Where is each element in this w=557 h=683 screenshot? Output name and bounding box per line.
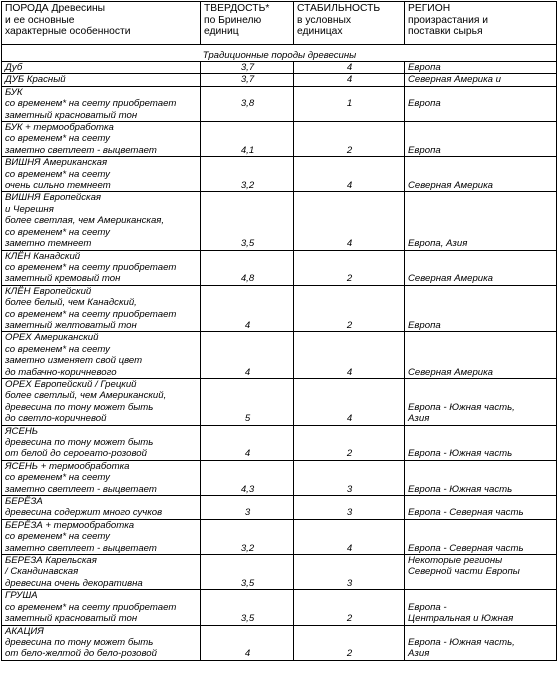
species-note: со временем* на сеету — [5, 133, 110, 145]
species-name: ДУБ Красный — [5, 74, 66, 86]
stability-value: 2 — [294, 122, 405, 157]
species-cell — [2, 250, 201, 285]
region-cell — [405, 460, 557, 495]
stability-value: 4 — [294, 192, 405, 250]
stability-value: 1 — [294, 86, 405, 121]
stability-value: 4 — [294, 157, 405, 192]
species-name: ЯСЕНЬ + термообработка — [5, 460, 130, 472]
header-hardness-line: единиц — [204, 26, 239, 38]
table-row — [2, 332, 557, 379]
table-row — [2, 378, 557, 425]
species-note: заметный красноватый тон — [5, 109, 138, 121]
species-cell — [2, 590, 201, 625]
header-species-line: характерные особенности — [5, 26, 131, 38]
hardness-value: 3,8 — [201, 86, 294, 121]
region-cell — [405, 496, 557, 520]
header-region — [405, 2, 557, 45]
hardness-value: 4,3 — [201, 460, 294, 495]
species-note: заметный кремовый тон — [5, 273, 121, 285]
hardness-value: 4 — [201, 625, 294, 660]
species-name: Дуб — [5, 62, 23, 73]
stability-value: 3 — [294, 555, 405, 590]
species-cell — [2, 157, 201, 192]
species-note: и Черешня — [5, 203, 54, 215]
species-name: БЕРЁЗА — [5, 496, 43, 508]
species-cell — [2, 332, 201, 379]
region-line: Европа — [408, 62, 441, 73]
table-row — [2, 86, 557, 121]
region-line: Европа - Южная часть — [408, 483, 513, 495]
table-row — [2, 496, 557, 520]
header-region-line: РЕГИОН — [408, 3, 451, 14]
region-line: Северной части Европы — [408, 566, 520, 578]
region-line: Европа - Южная часть, — [408, 636, 515, 648]
table-row — [2, 285, 557, 332]
region-line: Европа - Северная часть — [408, 542, 524, 554]
table-row — [2, 62, 557, 74]
region-line: Европа, Азия — [408, 238, 468, 250]
table-row — [2, 122, 557, 157]
stability-value: 4 — [294, 332, 405, 379]
species-cell — [2, 192, 201, 250]
region-cell — [405, 122, 557, 157]
species-note: со временем* на сеету — [5, 168, 110, 180]
header-species-line: и ее основные — [5, 14, 75, 26]
species-name: БУК + термообработка — [5, 122, 114, 134]
hardness-value: 3,5 — [201, 555, 294, 590]
region-cell — [405, 378, 557, 425]
header-stability-line: единицах — [297, 26, 343, 38]
stability-value: 3 — [294, 496, 405, 520]
region-cell — [405, 192, 557, 250]
region-line: Европа - Южная часть, — [408, 401, 515, 413]
table-row — [2, 590, 557, 625]
region-cell — [405, 62, 557, 74]
table-row — [2, 519, 557, 554]
species-note: до табачно-коричневого — [5, 366, 117, 378]
stability-value: 2 — [294, 250, 405, 285]
table-row — [2, 555, 557, 590]
hardness-value: 3 — [201, 496, 294, 520]
species-cell — [2, 460, 201, 495]
species-name: ОРЕХ Американский — [5, 332, 99, 344]
region-line: Азия — [408, 413, 430, 425]
species-note: со временем* на сеету — [5, 472, 110, 484]
species-note: со временем* на сеету приобретает — [5, 308, 177, 320]
species-cell — [2, 74, 201, 86]
species-name: АКАЦИЯ — [5, 625, 44, 637]
table-body — [2, 45, 557, 661]
species-note: древесина по тону может быть — [5, 401, 154, 413]
species-note: со временем* на сеету приобретает — [5, 261, 177, 273]
header-hardness-line: ТВЕРДОСТЬ* — [204, 3, 270, 14]
stability-value: 3 — [294, 460, 405, 495]
region-cell — [405, 625, 557, 660]
species-cell — [2, 519, 201, 554]
hardness-value: 3,2 — [201, 519, 294, 554]
region-line: Северная Америка — [408, 366, 493, 378]
table-row — [2, 250, 557, 285]
species-cell — [2, 425, 201, 460]
species-note: от бело-желтой до бело-розовой — [5, 648, 157, 660]
species-cell — [2, 62, 201, 74]
table-row — [2, 74, 557, 86]
hardness-value: 3,5 — [201, 192, 294, 250]
species-cell — [2, 496, 201, 520]
species-note: заметно светлеет - выцветает — [5, 483, 157, 495]
table-row — [2, 625, 557, 660]
species-note: со временем* на сеету приобретает — [5, 98, 177, 110]
species-note: древесина содержит много сучков — [5, 507, 163, 519]
region-line: Азия — [408, 648, 430, 660]
species-name: БЕРЕЗА Карельская — [5, 555, 97, 567]
wood-species-table — [1, 1, 557, 661]
region-cell — [405, 250, 557, 285]
stability-value: 2 — [294, 625, 405, 660]
table-row — [2, 460, 557, 495]
header-species-line: ПОРОДА Древесины — [5, 3, 106, 14]
species-note: со временем* на сеету — [5, 531, 110, 543]
table-row — [2, 157, 557, 192]
species-name: ВИШНЯ Европейская — [5, 192, 102, 204]
species-cell — [2, 285, 201, 332]
hardness-value: 3,2 — [201, 157, 294, 192]
species-name: КЛЁН Канадский — [5, 250, 81, 262]
species-cell — [2, 625, 201, 660]
table-row — [2, 192, 557, 250]
hardness-value: 4 — [201, 332, 294, 379]
header-row — [2, 2, 557, 45]
region-cell — [405, 425, 557, 460]
stability-value: 4 — [294, 74, 405, 86]
species-note: заметно темнеет — [5, 238, 92, 250]
hardness-value: 3,7 — [201, 74, 294, 86]
species-name: БУК — [5, 86, 23, 98]
species-note: до светло-коричневой — [5, 413, 107, 425]
species-note: заметный желтоватый тон — [5, 319, 137, 331]
species-note: со временем* на сеету — [5, 343, 110, 355]
header-hardness — [201, 2, 294, 45]
region-line: Северная Америка и — [408, 74, 501, 86]
header-stability-line: в условных — [297, 14, 352, 26]
region-line: Европа - Северная часть — [408, 507, 524, 519]
stability-value: 4 — [294, 62, 405, 74]
region-cell — [405, 332, 557, 379]
species-note: древесина по тону может быть — [5, 636, 154, 648]
species-note: от белой до сероеато-розовой — [5, 448, 147, 460]
species-name: ОРЕХ Европейский / Грецкий — [5, 378, 137, 390]
stability-value: 2 — [294, 425, 405, 460]
species-cell — [2, 122, 201, 157]
region-cell — [405, 519, 557, 554]
hardness-value: 4 — [201, 425, 294, 460]
species-note: очень сильно темнеет — [5, 180, 111, 192]
stability-value: 2 — [294, 590, 405, 625]
species-cell — [2, 86, 201, 121]
species-note: заметно светлеет - выцветает — [5, 542, 157, 554]
region-cell — [405, 157, 557, 192]
section-title: Традиционные породы древесины — [2, 45, 557, 62]
species-note: заметно светлеет - выцветает — [5, 144, 157, 156]
hardness-value: 4,1 — [201, 122, 294, 157]
stability-value: 4 — [294, 519, 405, 554]
species-note: более белый, чем Канадский, — [5, 297, 137, 309]
hardness-value: 3,7 — [201, 62, 294, 74]
region-line: Северная Америка — [408, 273, 493, 285]
species-name: ВИШНЯ Американская — [5, 157, 108, 169]
species-name: ГРУША — [5, 590, 38, 602]
hardness-value: 4 — [201, 285, 294, 332]
table-row — [2, 425, 557, 460]
species-note: / Скандинавская — [5, 566, 79, 578]
header-species — [2, 2, 201, 45]
hardness-value: 3,5 — [201, 590, 294, 625]
region-cell — [405, 86, 557, 121]
header-stability-line: СТАБИЛЬНОСТЬ — [297, 3, 381, 14]
species-cell — [2, 378, 201, 425]
header-hardness-line: по Бринелю — [204, 14, 262, 26]
species-note: древесина очень декоративна — [5, 577, 143, 589]
species-note: заметно изменяет свой цвет — [5, 355, 143, 367]
species-name: КЛЁН Европейский — [5, 285, 92, 297]
species-note: со временем* на сеету — [5, 226, 110, 238]
species-note: заметный красноватый тон — [5, 613, 138, 625]
species-note: более светлый, чем Американский, — [5, 390, 167, 402]
header-region-line: произрастания и — [408, 14, 489, 26]
region-line: Некоторые регионы — [408, 555, 503, 567]
stability-value: 4 — [294, 378, 405, 425]
header-region-line: поставки сырья — [408, 26, 483, 38]
region-line: Центральная и Южная — [408, 613, 514, 625]
header-stability — [294, 2, 405, 45]
region-line: Европа — [408, 98, 441, 110]
section-row — [2, 45, 557, 62]
region-cell — [405, 74, 557, 86]
region-cell — [405, 555, 557, 590]
species-name: ЯСЕНЬ — [5, 425, 39, 437]
region-line: Северная Америка — [408, 180, 493, 192]
species-note: более светлая, чем Американская, — [5, 215, 165, 227]
region-line: Европа — [408, 144, 441, 156]
hardness-value: 4,8 — [201, 250, 294, 285]
stability-value: 2 — [294, 285, 405, 332]
species-note: древесина по тону может быть — [5, 437, 154, 448]
species-cell — [2, 555, 201, 590]
region-cell — [405, 285, 557, 332]
region-line: Европа — [408, 319, 441, 331]
region-line: Европа - Южная часть — [408, 448, 513, 460]
region-cell — [405, 590, 557, 625]
species-name: БЕРЁЗА + термообработка — [5, 519, 135, 531]
species-note: со временем* на сеету приобретает — [5, 601, 177, 613]
region-line: Европа - — [408, 601, 447, 613]
hardness-value: 5 — [201, 378, 294, 425]
